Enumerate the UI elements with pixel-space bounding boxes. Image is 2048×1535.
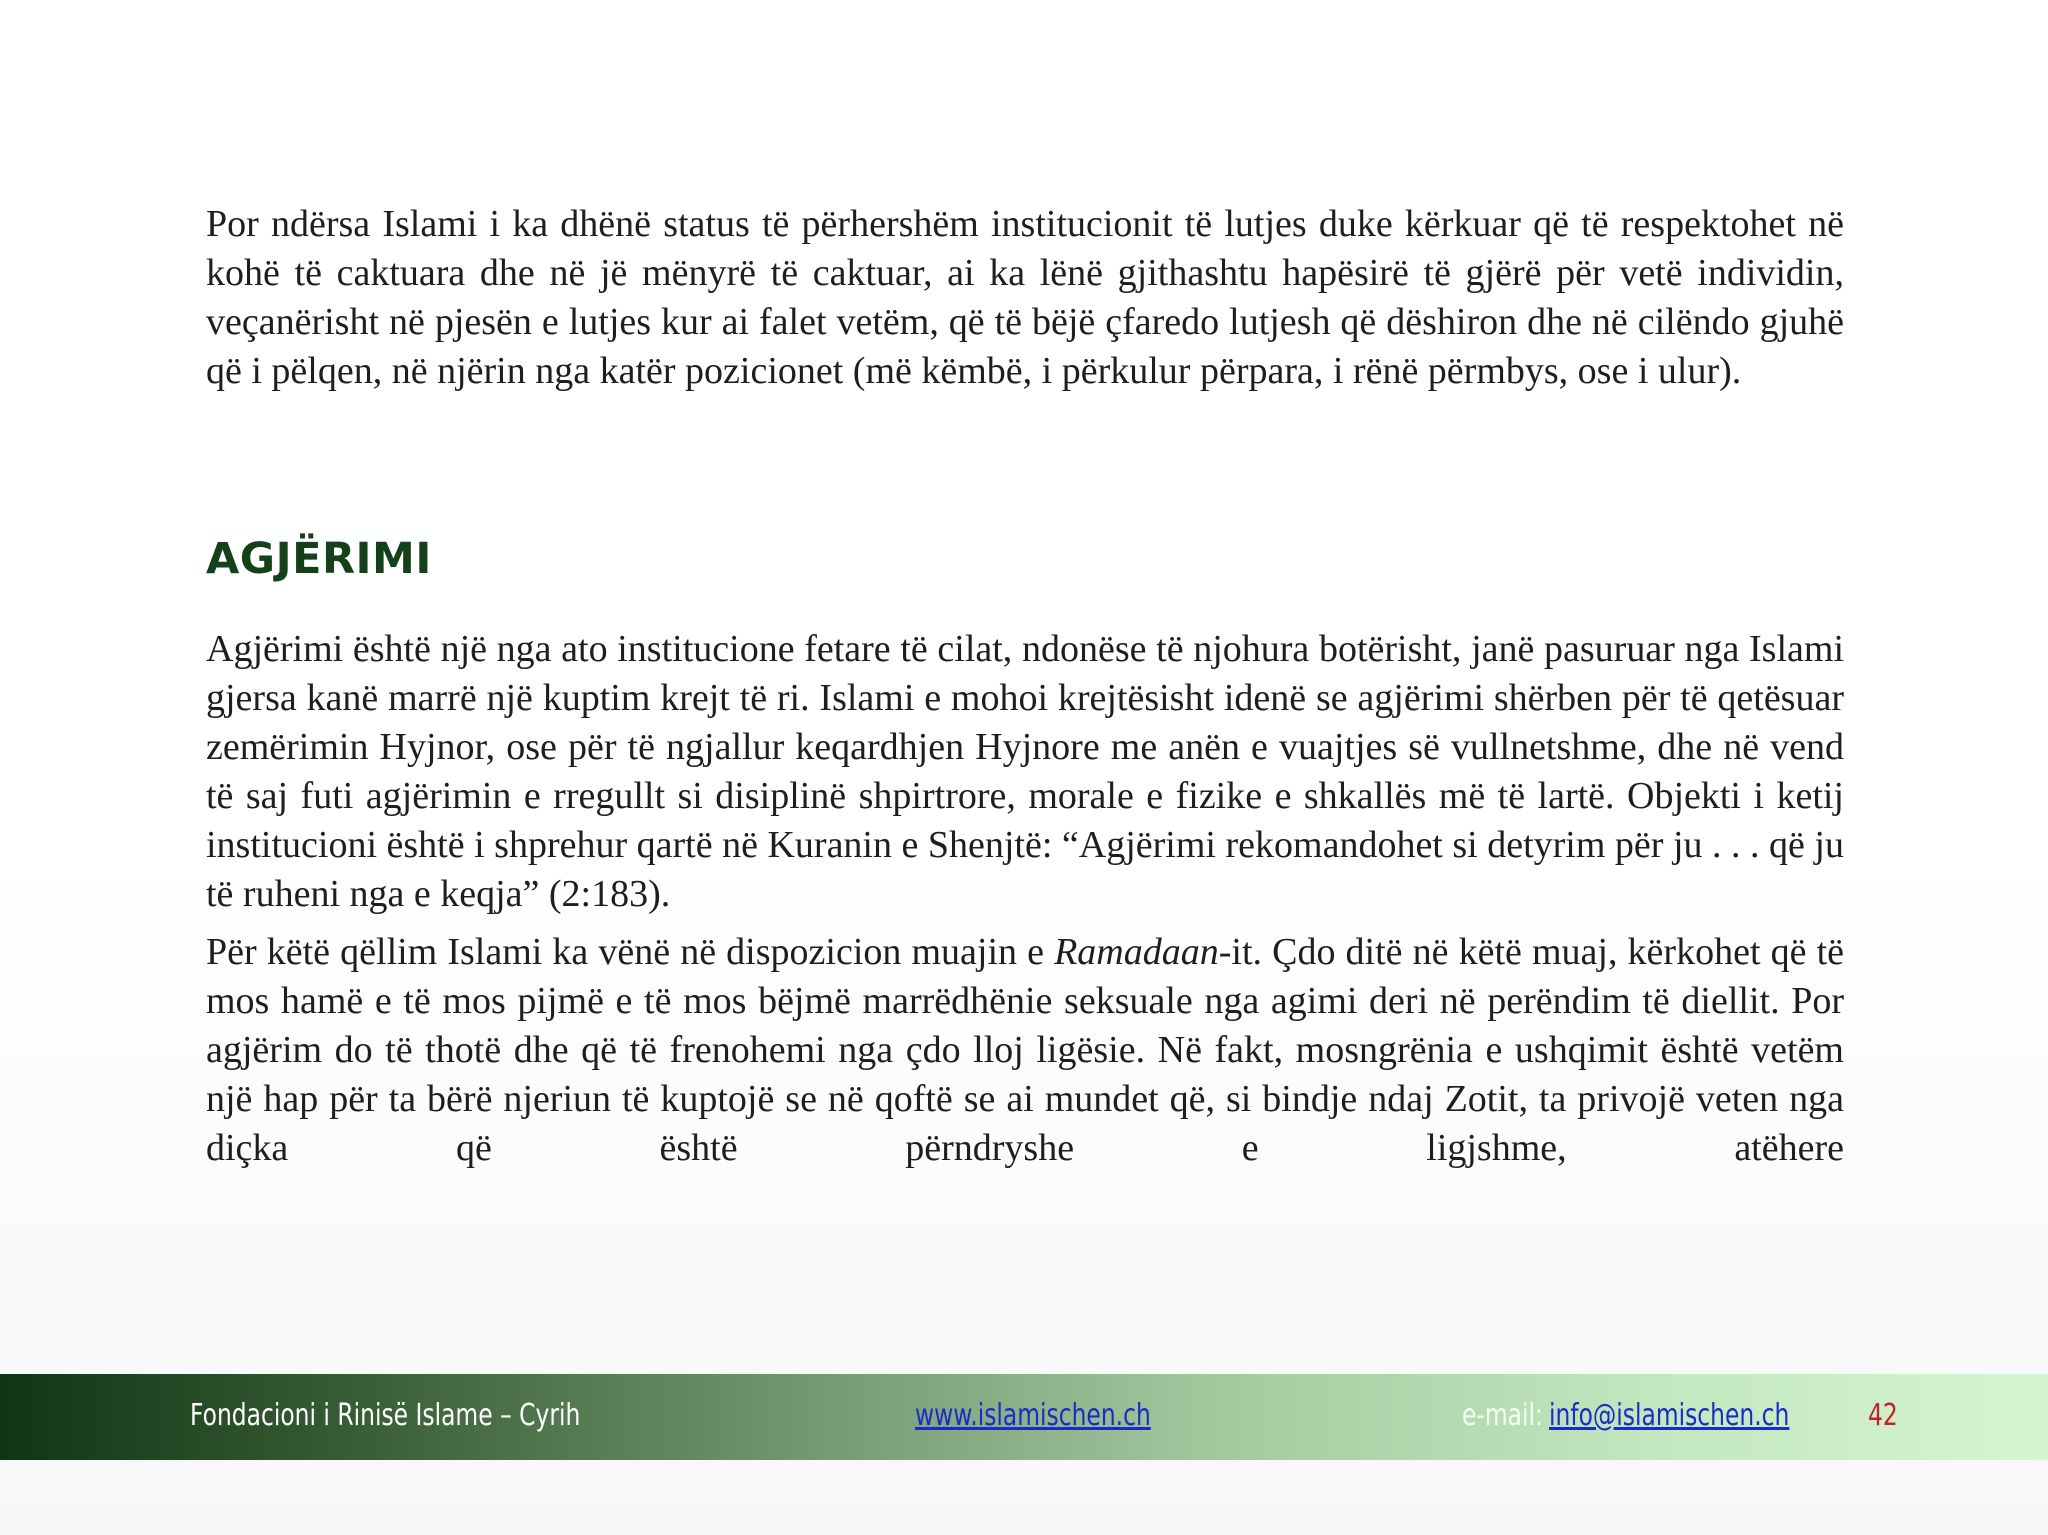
footer-website-link[interactable]: www.islamischen.ch xyxy=(915,1398,1151,1433)
fasting-paragraph-2 xyxy=(206,928,1844,1173)
fasting-paragraph-2-end: -it. Çdo ditë në këtë muaj, kërkohet që të mos hamë e të mos pijmë e të mos bëjmë marrëdhënie seksuale nga agimi deri në perëndim të diellit. Por agjërim do të thotë dhe që të frenohemi nga çdo lloj ligësie. Në fakt, mosngrënia e ushqimit është vetëm një hap për ta bërë njeriun të kuptojë se në qoftë se ai mundet që, si bindje ndaj Zotit, ta privojë veten nga diçka që është përndryshe e ligjshme, atëhere xyxy=(206,931,1844,1169)
ramadaan-term: Ramadaan xyxy=(1054,931,1219,973)
page-footer xyxy=(0,1374,2048,1460)
fasting-paragraph-1: Agjërimi është një nga ato institucione fetare të cilat, ndonëse të njohura botërisht, janë pasuruar nga Islami gjersa kanë marrë një kuptim krejt të ri. Islami e mohoi krejtësisht idenë se agjërimi shërben për të qetësuar zemërimin Hyjnor, ose për të ngjallur keqardhjen Hyjnore me anën e vuajtjes së vullnetshme, dhe në vend të saj futi agjërimin e rregullt si disiplinë shpirtrore, morale e fizike e shkallës më të lartë. Objekti i ketij institucioni është i shprehur qartë në Kuranin e Shenjtë: “Agjërimi rekomandohet si detyrim për ju . . . që ju të ruheni nga e keqja” (2:183). xyxy=(206,628,1844,915)
footer-organization: Fondacioni i Rinisë Islame – Cyrih xyxy=(190,1398,581,1433)
footer-email-label: e-mail: xyxy=(1462,1398,1543,1433)
fasting-paragraph-2-start: Për këtë qëllim Islami ka vënë në dispozicion muajin e xyxy=(206,931,1055,973)
page-content xyxy=(206,200,1844,1173)
page-number: 42 xyxy=(1868,1398,1898,1433)
intro-paragraph: Por ndërsa Islami i ka dhënë status të përhershëm institucionit të lutjes duke kërkuar që të respektohet në kohë të caktuara dhe në jë mënyrë të caktuar, ai ka lënë gjithashtu hapësirë të gjërë për vetë individin, veçanërisht në pjesën e lutjes kur ai falet vetëm, që të bëjë çfaredo lutjesh që dëshiron dhe në cilëndo gjuhë që i pëlqen, në njërin nga katër pozicionet (më këmbë, i përkulur përpara, i rënë përmbys, ose i ulur). xyxy=(206,203,1844,392)
footer-email-link[interactable]: info@islamischen.ch xyxy=(1549,1398,1790,1433)
section-heading: AGJËRIMI xyxy=(206,534,432,584)
